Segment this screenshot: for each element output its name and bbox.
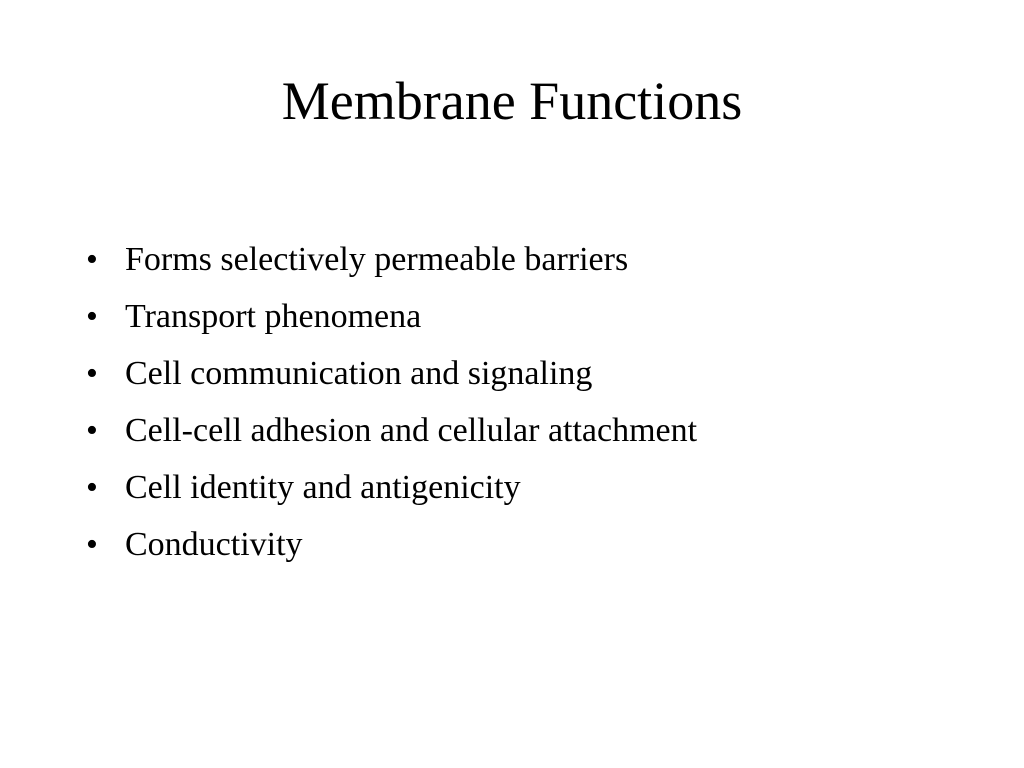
bullet-icon: •: [86, 526, 98, 563]
bullet-item: [86, 516, 697, 573]
slide-title: Membrane Functions: [281, 71, 743, 131]
bullet-icon: •: [86, 241, 98, 278]
bullet-text: Conductivity: [125, 526, 303, 563]
bullet-text: Cell communication and signaling: [125, 355, 593, 392]
bullet-item: [86, 402, 697, 459]
bullet-text: Cell-cell adhesion and cellular attachment: [125, 412, 698, 449]
bullet-item: [86, 288, 697, 345]
bullet-item: [86, 459, 697, 516]
bullet-text: Forms selectively permeable barriers: [125, 241, 629, 278]
bullet-item: [86, 231, 697, 288]
bullet-list: [86, 231, 697, 573]
bullet-text: Cell identity and antigenicity: [125, 469, 521, 506]
bullet-icon: •: [86, 469, 98, 506]
bullet-icon: •: [86, 412, 98, 449]
bullet-icon: •: [86, 298, 98, 335]
bullet-item: [86, 345, 697, 402]
bullet-text: Transport phenomena: [125, 298, 422, 335]
bullet-icon: •: [86, 355, 98, 392]
